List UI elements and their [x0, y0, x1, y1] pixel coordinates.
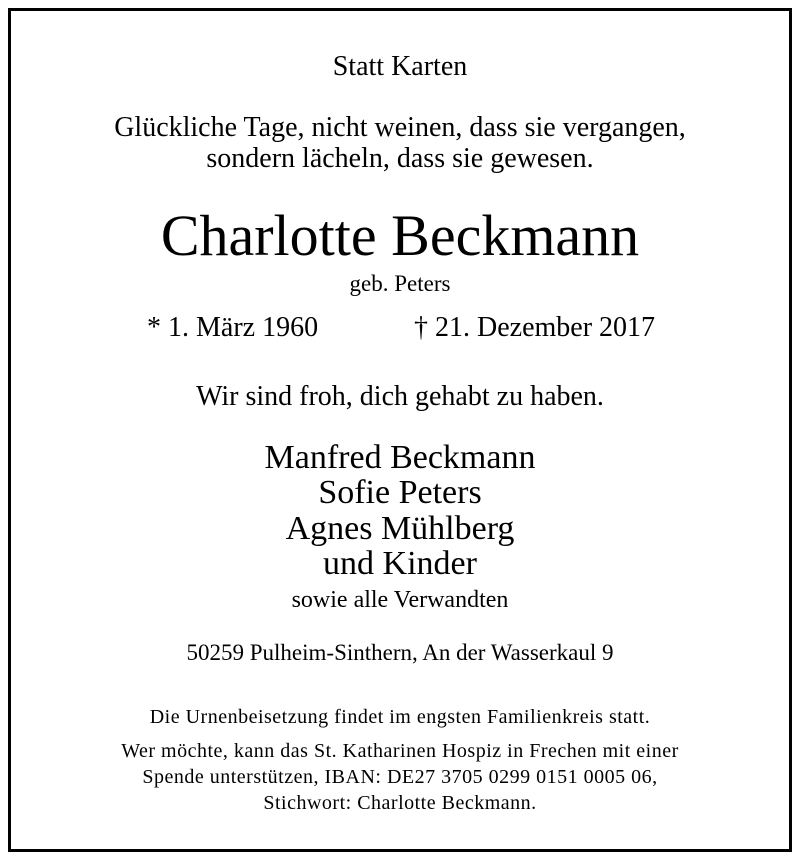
header-statt-karten: Statt Karten [332, 51, 468, 82]
death-date: † 21. Dezember 2017 [414, 312, 656, 343]
mourner-name: Agnes Mühlberg [285, 510, 515, 547]
mourner-name: Sofie Peters [318, 474, 482, 511]
relatives-line: sowie alle Verwandten [291, 587, 509, 613]
quote-line-1: Glückliche Tage, nicht weinen, dass sie vergangen, [114, 112, 686, 143]
address: 50259 Pulheim-Sinthern, An der Wasserkaul 9 [186, 640, 614, 665]
notice-line-4: Stichwort: Charlotte Beckmann. [263, 792, 537, 814]
quote-line-2: sondern lächeln, dass sie gewesen. [206, 143, 594, 174]
birth-date: * 1. März 1960 [147, 312, 319, 343]
notice-line-2: Wer möchte, kann das St. Katharinen Hospiz in Frechen mit einer [121, 740, 679, 762]
notice-line-3: Spende unterstützen, IBAN: DE27 3705 0299 0151 0005 06, [142, 766, 658, 788]
notice-line-1: Die Urnenbeisetzung findet im engsten Familienkreis statt. [149, 706, 651, 728]
mourner-name: Manfred Beckmann [264, 439, 536, 476]
maiden-name: geb. Peters [349, 271, 451, 296]
motto: Wir sind froh, dich gehabt zu haben. [196, 381, 604, 412]
deceased-name: Charlotte Beckmann [160, 203, 640, 268]
mourner-name: und Kinder [323, 545, 477, 582]
